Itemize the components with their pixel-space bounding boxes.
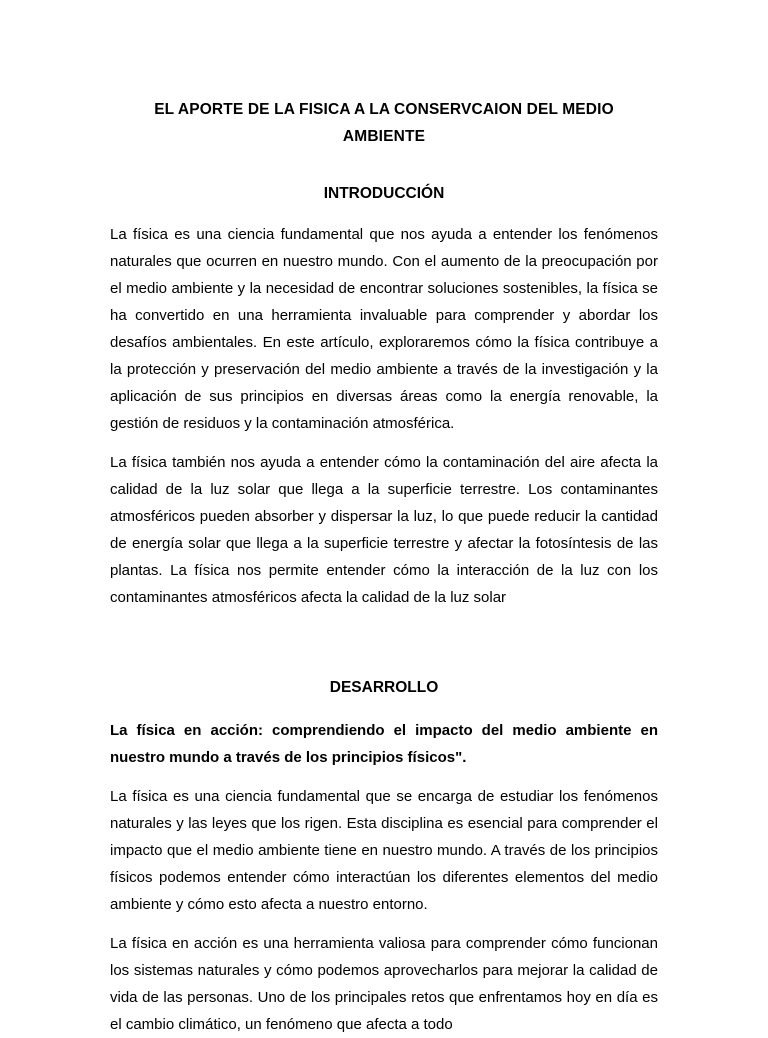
desarrollo-subtitle: La física en acción: comprendiendo el impacto del medio ambiente en nuestro mundo a través de los principios físicos". (110, 722, 658, 766)
heading-introduccion: INTRODUCCIÓN (323, 185, 445, 202)
heading-desarrollo: DESARROLLO (329, 679, 439, 696)
introduccion-paragraph-1: La física es una ciencia fundamental que nos ayuda a entender los fenómenos naturales que ocurren en nuestro mundo. Con el aumento de la preocupación por el medio ambiente y la necesidad de encontrar soluciones sostenibles, la física se ha convertido en una herramienta invaluable para comprender y abordar los desafíos ambientales. En este artículo, exploraremos cómo la física contribuye a la protección y preservación del medio ambiente a través de la investigación y la aplicación de sus principios en diversas áreas como la energía renovable, la gestión de residuos y la contaminación atmosférica. (110, 226, 658, 432)
document-content (110, 0, 658, 1038)
desarrollo-paragraph-1: La física es una ciencia fundamental que se encarga de estudiar los fenómenos naturales y las leyes que los rigen. Esta disciplina es esencial para comprender el impacto que el medio ambiente tiene en nuestro mundo. A través de los principios físicos podemos entender cómo interactúan los diferentes elementos del medio ambiente y cómo esto afecta a nuestro entorno. (110, 788, 658, 913)
introduccion-paragraph-2: La física también nos ayuda a entender cómo la contaminación del aire afecta la calidad de la luz solar que llega a la superficie terrestre. Los contaminantes atmosféricos pueden absorber y dispersar la luz, lo que puede reducir la cantidad de energía solar que llega a la superficie terrestre y afectar la fotosíntesis de las plantas. La física nos permite entender cómo la interacción de la luz con los contaminantes atmosféricos afecta la calidad de la luz solar (110, 454, 658, 606)
document-title (110, 0, 658, 150)
desarrollo-paragraph-2: La física en acción es una herramienta valiosa para comprender cómo funcionan los sistemas naturales y cómo podemos aprovecharlos para mejorar la calidad de vida de las personas. Uno de los principales retos que enfrentamos hoy en día es el cambio climático, un fenómeno que afecta a todo (110, 935, 658, 1033)
document-title-line-1: EL APORTE DE LA FISICA A LA CONSERVCAION DEL MEDIO (154, 101, 614, 118)
document-title-line-2: AMBIENTE (342, 128, 426, 145)
